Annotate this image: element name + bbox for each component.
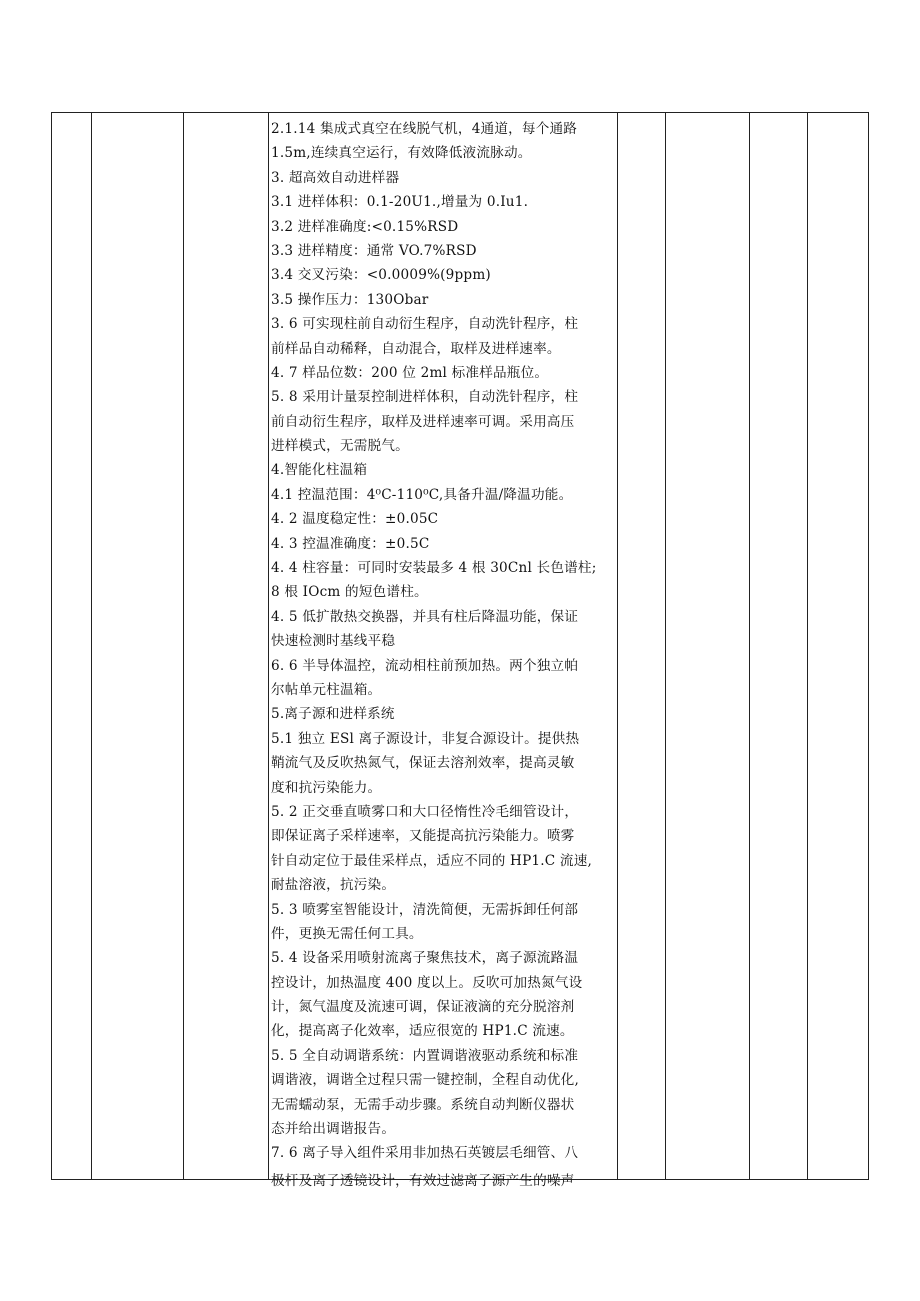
spec-line: 化，提高离子化效率，适应很宽的 HP1.C 流速。 bbox=[271, 1023, 574, 1040]
spec-line: 3.3 进样精度：通常 VO.7%RSD bbox=[271, 242, 477, 259]
spec-line-cut-off: 极杆及离子透镜设计，有效过滤离子源产生的噪声 bbox=[271, 1172, 575, 1189]
spec-line: 5. 5 全自动调谐系统：内置调谐液驱动系统和标准 bbox=[271, 1047, 579, 1064]
spec-line: 前样品自动稀释，自动混合，取样及进样速率。 bbox=[271, 340, 561, 357]
spec-line: 5.离子源和进样系统 bbox=[271, 706, 395, 723]
spec-line: 4.智能化柱温箱 bbox=[271, 462, 368, 479]
spec-line: 控设计，加热温度 400 度以上。反吹可加热氮气设 bbox=[271, 974, 583, 991]
spec-line: 5. 4 设备采用喷射流离子聚焦技术，离子源流路温 bbox=[271, 950, 579, 967]
spec-line: 7. 6 离子导入组件采用非加热石英镀层毛细管、八 bbox=[271, 1145, 579, 1162]
spec-line: 前自动衍生程序，取样及进样速率可调。采用高压 bbox=[271, 413, 575, 430]
model-cell bbox=[184, 113, 269, 1180]
spec-line: 3.5 操作压力：130Obar bbox=[271, 291, 429, 308]
spec-lines bbox=[269, 117, 615, 1189]
spec-line: 即保证离子采样速率，又能提高抗污染能力。喷雾 bbox=[271, 828, 575, 845]
spec-line: 3.1 进样体积：0.1-20U1.,增量为 0.Iu1. bbox=[271, 194, 529, 211]
spec-line: 快速检测时基线平稳 bbox=[271, 633, 396, 650]
spec-table bbox=[51, 112, 869, 1189]
spec-line: 5. 3 喷雾室智能设计，清洗简便，无需拆卸任何部 bbox=[271, 901, 579, 918]
spec-line: 4. 3 控温准确度：±0.5C bbox=[271, 535, 430, 552]
spec-line: 4. 5 低扩散热交换器，并具有柱后降温功能，保证 bbox=[271, 608, 579, 625]
spec-line: 度和抗污染能力。 bbox=[271, 779, 382, 796]
spec-line: 鞘流气及反吹热氮气，保证去溶剂效率，提高灵敏 bbox=[271, 755, 575, 772]
spec-line: 6. 6 半导体温控，流动相柱前预加热。两个独立帕 bbox=[271, 657, 579, 674]
spec-line: 针自动定位于最佳采样点，适应不同的 HP1.C 流速, bbox=[271, 852, 593, 869]
spec-line: 无需蠕动泵，无需手动步骤。系统自动判断仪器状 bbox=[271, 1096, 575, 1113]
spec-line: 4. 4 柱容量：可同时安装最多 4 根 30Cnl 长色谱柱; bbox=[271, 560, 597, 577]
spec-line: 8 根 IOcm 的短色谱柱。 bbox=[271, 584, 428, 601]
spec-line: 2.1.14 集成式真空在线脱气机，4通道，每个通路 bbox=[271, 121, 578, 137]
spec-line: 4.1 控温范围：4⁰C-110⁰C,具备升温/降温功能。 bbox=[271, 486, 573, 503]
spec-line: 3. 6 可实现柱前自动衍生程序，自动洗针程序，柱 bbox=[271, 316, 579, 333]
spec-line: 4. 7 样品位数：200 位 2ml 标准样品瓶位。 bbox=[271, 364, 549, 381]
spec-line: 进样模式，无需脱气。 bbox=[271, 438, 409, 455]
spec-content-cell bbox=[269, 113, 618, 1189]
name-cell bbox=[92, 113, 184, 1180]
brand-cell bbox=[666, 113, 750, 1180]
spec-line: 耐盐溶液，抗污染。 bbox=[271, 877, 396, 894]
spec-line: 3. 超高效自动进样器 bbox=[271, 169, 400, 186]
spec-line: 5. 8 采用计量泵控制进样体积，自动洗针程序，柱 bbox=[271, 389, 579, 406]
price-cell bbox=[750, 113, 808, 1180]
spec-line: 件，更换无需任何工具。 bbox=[271, 925, 423, 942]
index-cell bbox=[52, 113, 92, 1180]
spec-line: 态并给出调谐报告。 bbox=[271, 1121, 396, 1138]
quantity-cell bbox=[618, 113, 666, 1180]
remark-cell bbox=[808, 113, 869, 1180]
spec-line: 3.2 进样准确度:<0.15%RSD bbox=[271, 218, 459, 235]
spec-line: 1.5m,连续真空运行，有效降低液流脉动。 bbox=[271, 145, 532, 162]
table-row bbox=[52, 113, 869, 1180]
spec-line: 4. 2 温度稳定性：±0.05C bbox=[271, 511, 439, 528]
spec-line: 5. 2 正交垂直喷雾口和大口径惰性冷毛细管设计， bbox=[271, 803, 579, 820]
spec-line: 3.4 交叉污染：<0.0009%(9ppm) bbox=[271, 267, 491, 284]
spec-line: 尔帖单元柱温箱。 bbox=[271, 681, 382, 698]
spec-line: 5.1 独立 ESl 离子源设计，非复合源设计。提供热 bbox=[271, 730, 580, 747]
spec-line: 调谐液，调谐全过程只需一键控制，全程自动优化, bbox=[271, 1072, 579, 1089]
spec-line: 计，氮气温度及流速可调，保证液滴的充分脱溶剂 bbox=[271, 999, 575, 1016]
